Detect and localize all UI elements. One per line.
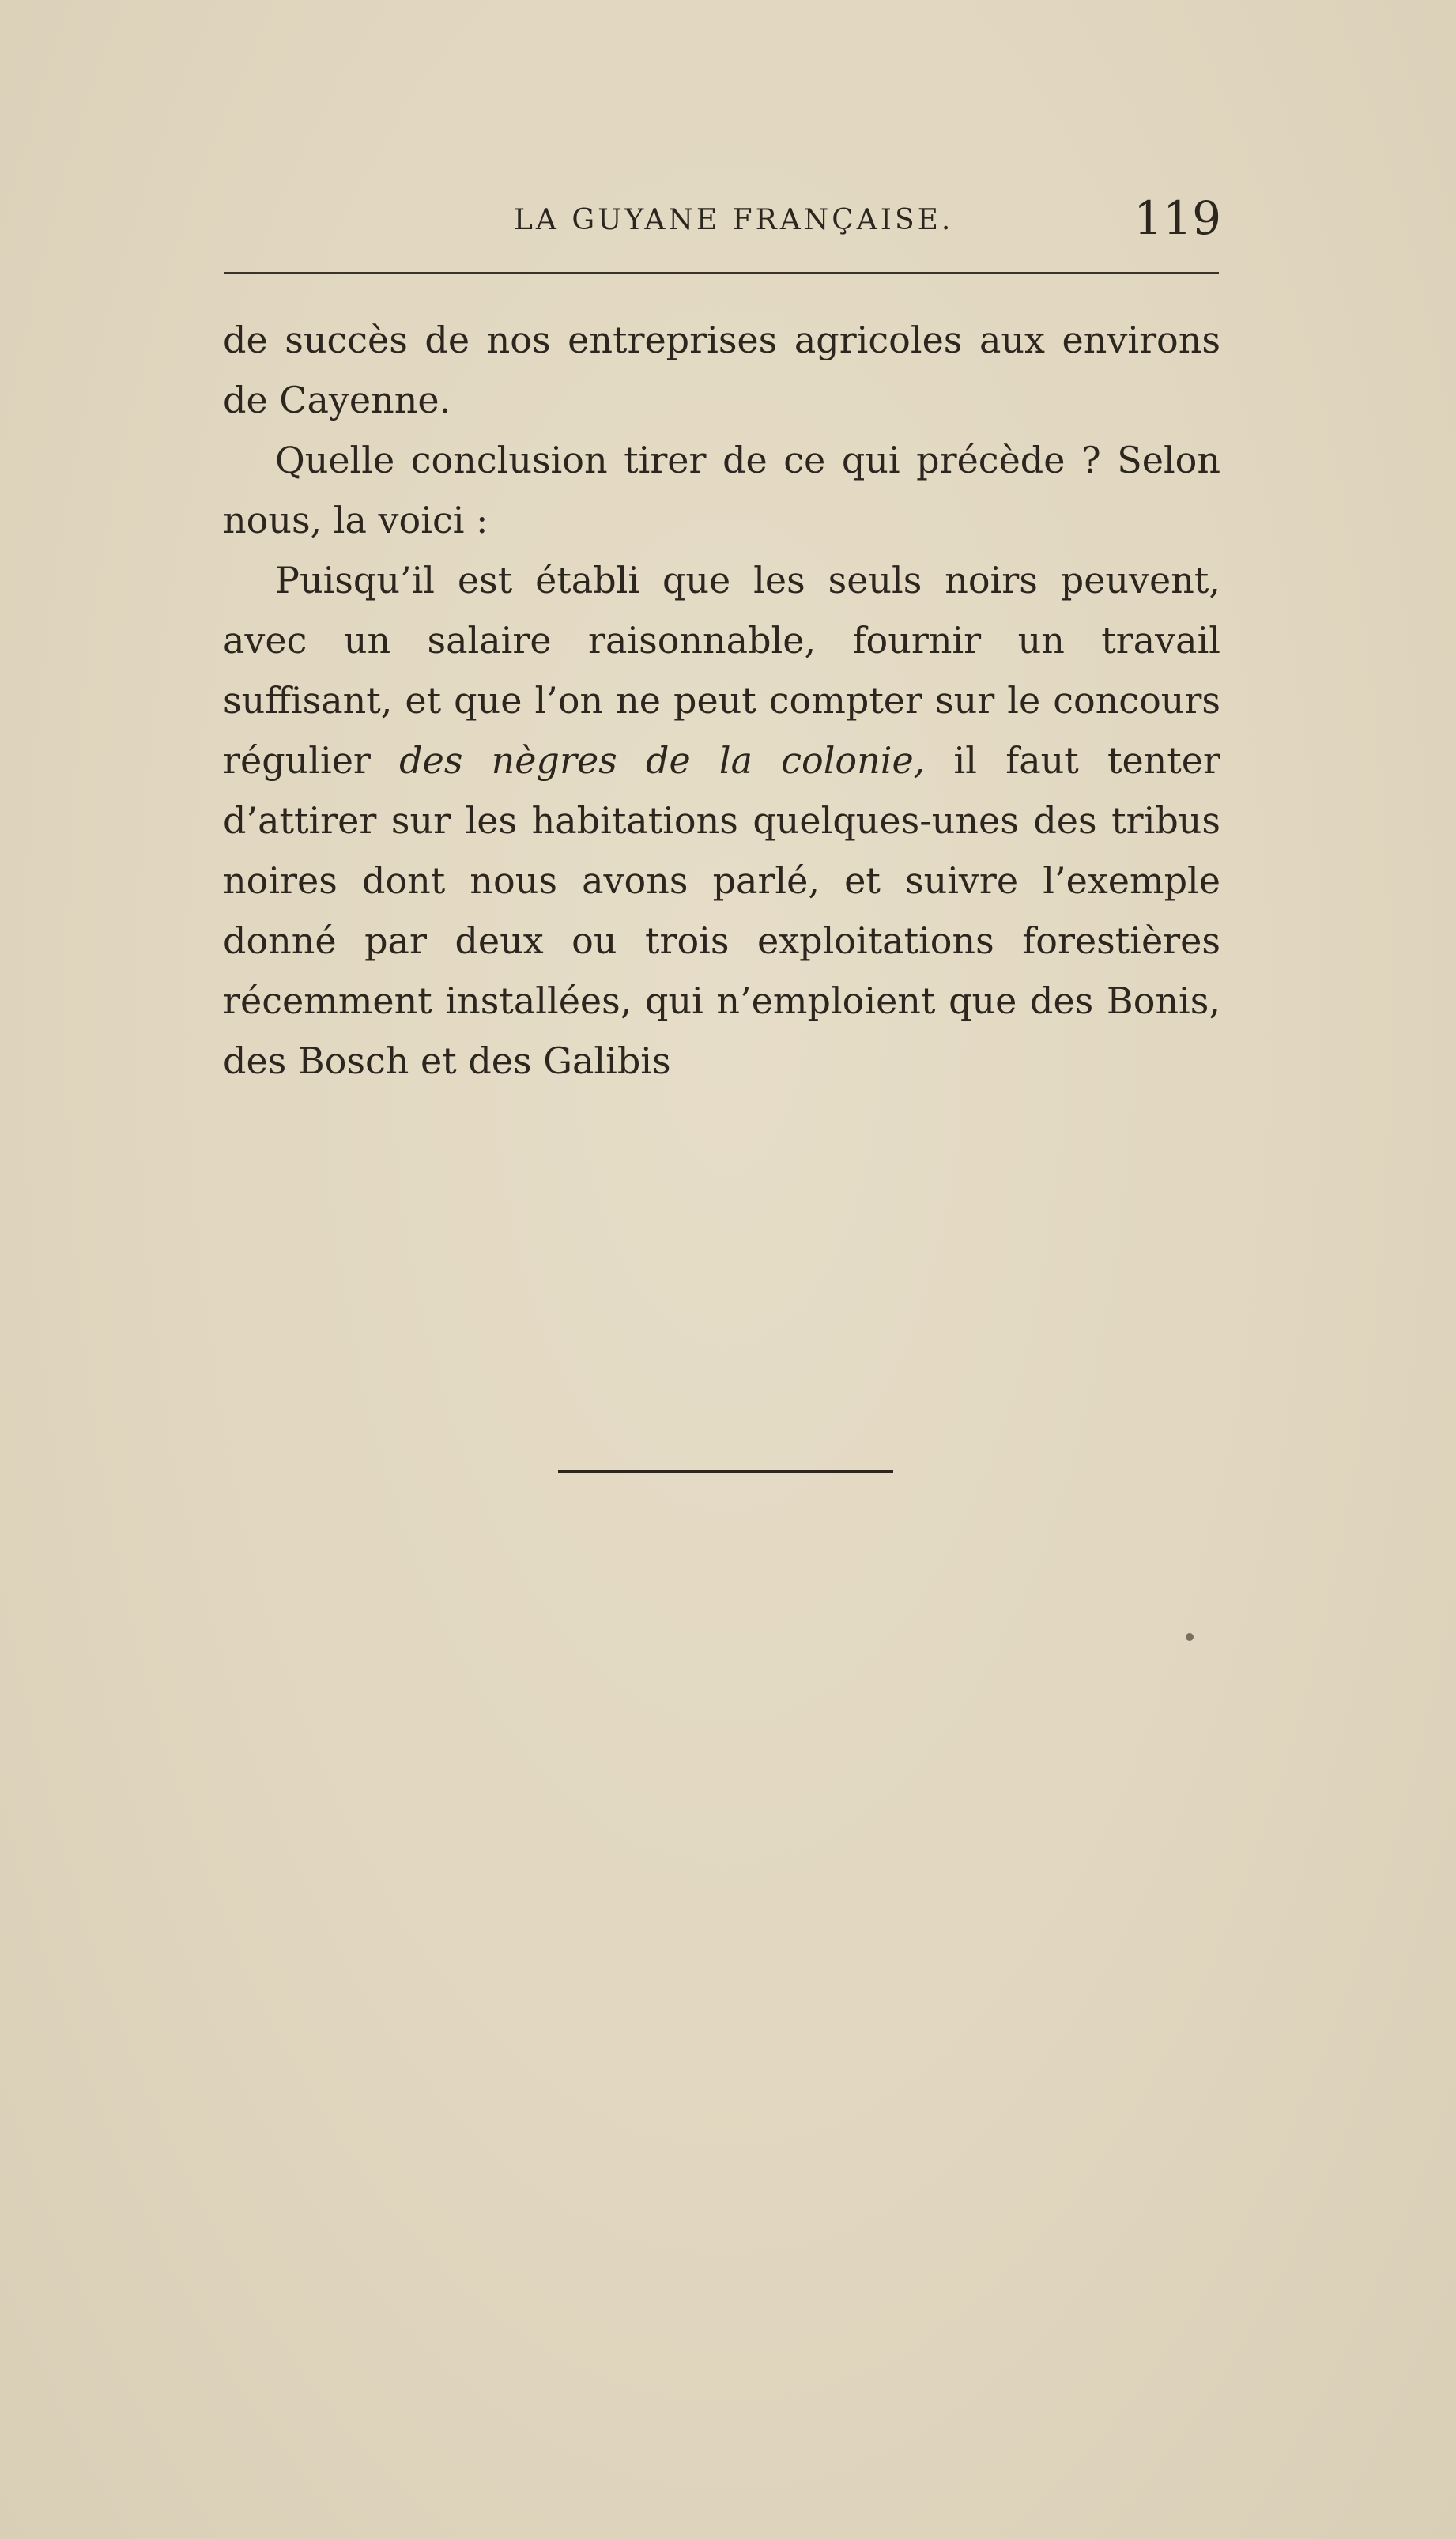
page-number: 119 [1133, 191, 1221, 245]
running-head [213, 188, 1221, 251]
body-text [223, 310, 1220, 1091]
running-title: LA GUYANE FRANÇAISE. [514, 204, 954, 236]
paragraph-1: de succès de nos entreprises agricoles aux environs de Cayenne. [223, 319, 1220, 421]
header-rule [224, 272, 1219, 274]
paragraph-2: Quelle conclusion tirer de ce qui précède ? Selon nous, la voici : [223, 439, 1220, 541]
paragraph-3-italic: des nègres de la colonie, [399, 739, 926, 782]
paragraph-3 [223, 550, 1220, 1091]
paper-speck [1186, 1633, 1194, 1641]
paragraph-3-text-b: il faut tenter d’attirer sur les habitations quelques-unes des tribus noires dont nous avons parlé, et suivre l’exemple donné par deux ou trois exploitations forestières récemment installées, qui n’emploient que des Bonis, des Bosch et des Galibis [223, 739, 1221, 1082]
section-end-rule [558, 1470, 893, 1473]
paragraph-3-text-a: Puisqu’il est établi que les seuls noirs peuvent, avec un salaire raisonnable, fournir un travail suffisant, et que l’on ne peut compter sur le concours régulier [223, 559, 1220, 782]
